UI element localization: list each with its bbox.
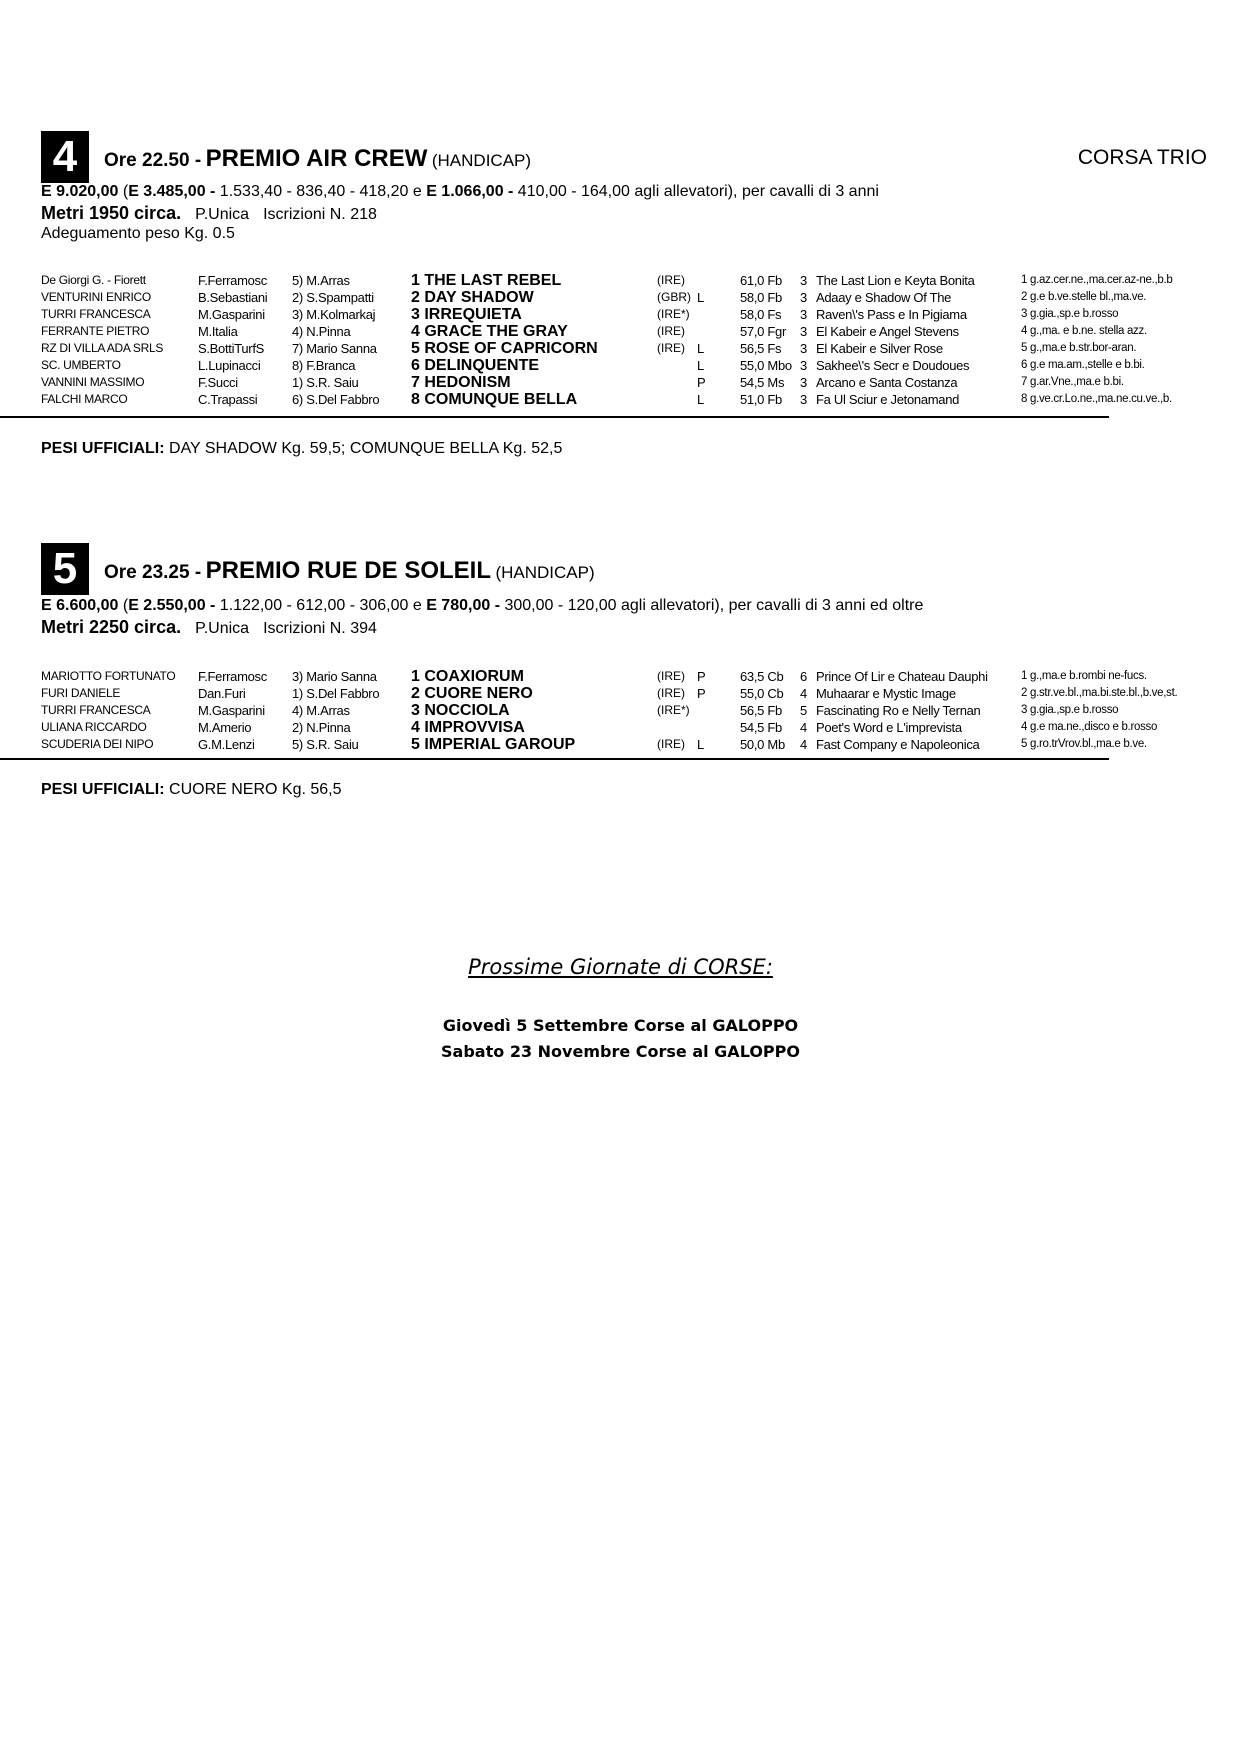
race-header [104,557,595,585]
entry-owner: SCUDERIA DEI NIPO [41,737,154,751]
race-prize [41,597,923,615]
entry-row [0,719,1241,736]
entry-trainer: 5) S.R. Saiu [292,737,359,752]
entry-jockey: M.Gasparini [198,307,265,322]
entry-age: 3 [800,358,808,373]
race-distance-line [41,203,377,224]
entry-row [0,357,1241,374]
entry-weight: 63,5 Cb [740,669,784,684]
prize-open-paren: ( [118,597,129,614]
entry-jockey: S.BottiTurfS [198,341,264,356]
entry-pedigree: Poet's Word e L'imprevista [816,720,962,735]
entry-trainer: 2) S.Spampatti [292,290,374,305]
entry-owner: TURRI FRANCESCA [41,307,151,321]
entry-row [0,289,1241,306]
upcoming-section [0,955,1241,979]
entry-flag: L [697,392,705,407]
entry-colors: 2 g.e b.ve.stelle bl.,ma.ve. [1021,291,1147,303]
prize-tail: 410,00 - 164,00 agli allevatori), per cavalli di 3 anni [513,183,879,200]
entry-origin: (GBR) [657,290,691,304]
upcoming-line [0,1016,1241,1035]
race-number-badge: 4 [41,131,89,183]
official-weights-label: PESI UFFICIALI: [41,440,165,457]
entry-horse: 8 COMUNQUE BELLA [411,391,578,408]
entry-pedigree: Prince Of Lir e Chateau Dauphi [816,669,988,684]
official-weights-text: CUORE NERO Kg. 56,5 [164,781,342,798]
upcoming-date-1: Giovedì 5 Settembre Corse al GALOPPO [442,1016,799,1035]
entry-horse: 1 COAXIORUM [411,668,524,685]
entry-owner: TURRI FRANCESCA [41,703,151,717]
entry-flag: L [697,290,705,305]
entry-horse: 3 IRREQUIETA [411,306,522,323]
entry-origin: (IRE*) [657,703,690,717]
entry-age: 5 [800,703,808,718]
entry-pedigree: Sakhee\'s Secr e Doudoues [816,358,970,373]
entry-weight: 58,0 Fb [740,290,782,305]
entry-origin: (IRE) [657,737,685,751]
entry-flag: L [697,358,705,373]
race-divider [0,416,1109,418]
upcoming-line [0,1042,1241,1061]
entry-weight: 51,0 Fb [740,392,782,407]
entry-colors: 6 g.e ma.am.,stelle e b.bi. [1021,359,1145,371]
entry-horse: 1 THE LAST REBEL [411,272,562,289]
race-title: PREMIO RUE DE SOLEIL [205,557,491,584]
entry-pedigree: El Kabeir e Angel Stevens [816,324,959,339]
entry-age: 3 [800,341,808,356]
entry-weight: 54,5 Ms [740,375,785,390]
entry-jockey: G.M.Lenzi [198,737,255,752]
entry-jockey: M.Amerio [198,720,252,735]
entry-colors: 8 g.ve.cr.Lo.ne.,ma.ne.cu.ve.,b. [1021,393,1172,405]
entry-horse: 3 NOCCIOLA [411,702,510,719]
entry-jockey: F.Ferramosc [198,669,267,684]
entry-trainer: 3) Mario Sanna [292,669,377,684]
entry-owner: VANNINI MASSIMO [41,375,145,389]
entry-trainer: 8) F.Branca [292,358,356,373]
entry-jockey: M.Italia [198,324,238,339]
entry-age: 4 [800,737,808,752]
entry-flag: L [697,341,705,356]
entry-owner: MARIOTTO FORTUNATO [41,669,176,683]
race-distance: Metri 2250 circa. [41,617,182,637]
entry-age: 6 [800,669,808,684]
entry-row [0,736,1241,753]
prize-breeders: E 780,00 - [426,597,501,614]
entry-owner: FURI DANIELE [41,686,121,700]
entry-weight: 58,0 Fs [740,307,782,322]
entry-weight: 56,5 Fb [740,703,782,718]
entry-pedigree: Adaay e Shadow Of The [816,290,952,305]
entry-jockey: F.Ferramosc [198,273,267,288]
prize-first: E 2.550,00 - [128,597,216,614]
official-weights [41,781,342,799]
entry-trainer: 7) Mario Sanna [292,341,377,356]
official-weights-text: DAY SHADOW Kg. 59,5; COMUNQUE BELLA Kg. 52,5 [164,440,563,457]
entry-weight: 56,5 Fs [740,341,782,356]
entry-age: 3 [800,324,808,339]
race-distance: Metri 1950 circa. [41,203,182,223]
entry-pedigree: El Kabeir e Silver Rose [816,341,943,356]
entry-row [0,685,1241,702]
entry-colors: 1 g.az.cer.ne.,ma.cer.az-ne.,b.b [1021,274,1173,286]
entry-jockey: Dan.Furi [198,686,246,701]
entry-colors: 5 g.,ma.e b.str.bor-aran. [1021,342,1137,354]
entry-jockey: M.Gasparini [198,703,265,718]
entry-owner: VENTURINI ENRICO [41,290,151,304]
entry-trainer: 4) M.Arras [292,703,350,718]
entry-origin: (IRE) [657,669,685,683]
entry-horse: 4 IMPROVVISA [411,719,525,736]
entry-row [0,272,1241,289]
entry-trainer: 1) S.Del Fabbro [292,686,380,701]
entry-age: 3 [800,273,808,288]
entry-owner: RZ DI VILLA ADA SRLS [41,341,164,355]
race-header [104,145,531,173]
entry-weight: 57,0 Fgr [740,324,787,339]
entry-origin: (IRE) [657,324,685,338]
prize-tail: 300,00 - 120,00 agli allevatori), per cavalli di 3 anni ed oltre [500,597,924,614]
entry-jockey: C.Trapassi [198,392,258,407]
entry-age: 3 [800,290,808,305]
entry-trainer: 3) M.Kolmarkaj [292,307,376,322]
entry-pedigree: The Last Lion e Keyta Bonita [816,273,975,288]
entry-weight: 54,5 Fb [740,720,782,735]
race-title: PREMIO AIR CREW [205,145,428,172]
entry-age: 3 [800,307,808,322]
entry-owner: FALCHI MARCO [41,392,128,406]
race-time: Ore 22.50 - [104,150,202,171]
entry-pedigree: Arcano e Santa Costanza [816,375,958,390]
entry-owner: De Giorgi G. - Fiorett [41,273,146,287]
entry-row [0,306,1241,323]
entry-age: 3 [800,392,808,407]
prize-places: 1.122,00 - 612,00 - 306,00 e [215,597,427,614]
entry-row [0,668,1241,685]
race-type: (HANDICAP) [431,151,532,170]
entry-age: 4 [800,720,808,735]
entry-jockey: F.Succi [198,375,238,390]
entry-horse: 4 GRACE THE GRAY [411,323,568,340]
entry-pedigree: Raven\'s Pass e In Pigiama [816,307,967,322]
entry-row [0,391,1241,408]
entry-horse: 5 ROSE OF CAPRICORN [411,340,598,357]
race-distance-line [41,617,377,638]
race-type: (HANDICAP) [495,563,595,582]
prize-total: E 9.020,00 [41,183,119,200]
entry-owner: FERRANTE PIETRO [41,324,150,338]
entry-pedigree: Fascinating Ro e Nelly Ternan [816,703,981,718]
race-divider [0,758,1109,760]
entry-horse: 7 HEDONISM [411,374,511,391]
entry-owner: SC. UMBERTO [41,358,121,372]
entry-colors: 7 g.ar.Vne.,ma.e b.bi. [1021,376,1124,388]
entry-origin: (IRE) [657,273,685,287]
prize-total: E 6.600,00 [41,597,119,614]
entry-origin: (IRE) [657,341,685,355]
race-prize [41,183,879,201]
entry-trainer: 2) N.Pinna [292,720,351,735]
entry-trainer: 4) N.Pinna [292,324,351,339]
entry-flag: P [697,375,706,390]
official-weights-label: PESI UFFICIALI: [41,781,165,798]
entry-flag: L [697,737,705,752]
race-track: P.Unica [195,206,250,223]
entry-row [0,374,1241,391]
entry-horse: 2 DAY SHADOW [411,289,534,306]
race-time: Ore 23.25 - [104,562,202,583]
upcoming-title: Prossime Giornate di CORSE: [468,955,773,979]
entry-weight: 61,0 Fb [740,273,782,288]
entry-weight: 55,0 Cb [740,686,784,701]
prize-places: 1.533,40 - 836,40 - 418,20 e [215,183,427,200]
entry-age: 4 [800,686,808,701]
entry-age: 3 [800,375,808,390]
entry-weight: 50,0 Mb [740,737,785,752]
entry-pedigree: Fa Ul Sciur e Jetonamand [816,392,960,407]
entry-jockey: L.Lupinacci [198,358,261,373]
entry-horse: 6 DELINQUENTE [411,357,540,374]
prize-breeders: E 1.066,00 - [426,183,514,200]
entry-trainer: 5) M.Arras [292,273,350,288]
entry-pedigree: Muhaarar e Mystic Image [816,686,956,701]
race-tag: CORSA TRIO [1077,146,1207,169]
entry-colors: 3 g.gia.,sp.e b.rosso [1021,704,1119,716]
entry-trainer: 6) S.Del Fabbro [292,392,380,407]
prize-open-paren: ( [118,183,129,200]
entry-origin: (IRE) [657,686,685,700]
entry-colors: 4 g.e ma.ne.,disco e b.rosso [1021,721,1158,733]
entry-origin: (IRE*) [657,307,690,321]
entry-horse: 5 IMPERIAL GAROUP [411,736,576,753]
entry-pedigree: Fast Company e Napoleonica [816,737,980,752]
entry-weight: 55,0 Mbo [740,358,792,373]
upcoming-date-2: Sabato 23 Novembre Corse al GALOPPO [441,1042,800,1061]
entry-horse: 2 CUORE NERO [411,685,533,702]
entry-jockey: B.Sebastiani [198,290,268,305]
entry-row [0,323,1241,340]
race-entries-count: Iscrizioni N. 394 [263,620,377,637]
official-weights [41,440,562,458]
entry-flag: P [697,686,706,701]
race-entries-count: Iscrizioni N. 218 [263,206,377,223]
entry-flag: P [697,669,706,684]
entry-row [0,340,1241,357]
entry-colors: 5 g.ro.trVrov.bl.,ma.e b.ve. [1021,738,1147,750]
entry-colors: 4 g.,ma. e b.ne. stella azz. [1021,325,1147,337]
entry-colors: 1 g.,ma.e b.rombi ne-fucs. [1021,670,1147,682]
race-number-badge: 5 [41,543,89,595]
entry-trainer: 1) S.R. Saiu [292,375,359,390]
entry-colors: 2 g.str.ve.bl.,ma.bi.ste.bl.,b.ve,st. [1021,687,1178,699]
entry-colors: 3 g.gia.,sp.e b.rosso [1021,308,1119,320]
race-track: P.Unica [195,620,250,637]
race-note: Adeguamento peso Kg. 0.5 [41,225,235,242]
entry-owner: ULIANA RICCARDO [41,720,147,734]
prize-first: E 3.485,00 - [128,183,216,200]
entry-row [0,702,1241,719]
